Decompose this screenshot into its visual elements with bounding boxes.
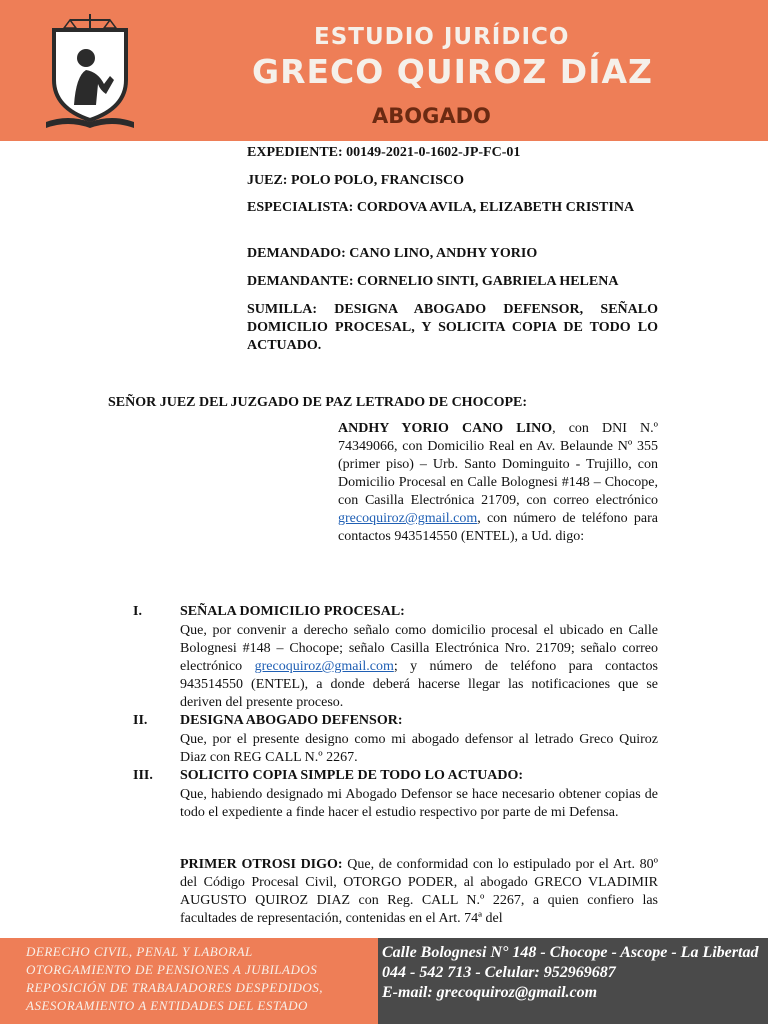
demandante: DEMANDANTE: CORNELIO SINTI, GABRIELA HELENA	[247, 274, 619, 289]
footer-service-line: REPOSICIÓN DE TRABAJADORES DESPEDIDOS,	[26, 980, 323, 995]
section-number: III.	[133, 768, 153, 783]
intro-text-1: , con DNI N.º 74349066, con Domicilio Real en Av. Belaunde Nº 355 (primer piso) – Urb. Santo Dominguito - Trujillo, con Domicilio Procesal en Calle Bolognesi #148 – Chocope, con Casilla Electrónica 21709, con correo electrónico	[338, 421, 658, 508]
otrosi-label: PRIMER OTROSI DIGO:	[180, 857, 343, 872]
section-body: Que, por el presente designo como mi abogado defensor al letrado Greco Quiroz Diaz con REG CALL N.º 2267.	[180, 732, 658, 765]
section-title: DESIGNA ABOGADO DEFENSOR:	[180, 713, 403, 728]
letterhead-banner	[0, 0, 768, 141]
juez: JUEZ: POLO POLO, FRANCISCO	[247, 173, 465, 188]
footer-email: E-mail: grecoquiroz@gmail.com	[382, 984, 598, 1001]
otrosi-text: Que, de conformidad con lo estipulado por el Art. 80º del Código Procesal Civil, OTORGO PODER, al abogado GRECO VLADIMIR AUGUSTO QUIROZ DIAZ con Reg. CALL N.º 2267, a quien confiero las facultades de representación, contenidas en el Art. 74ª del	[180, 857, 658, 926]
section-body: Que, habiendo designado mi Abogado Defensor se hace necesario obtener copias de todo el expediente a finde hacer el estudio respectivo por parte de mi Defensa.	[180, 787, 658, 820]
section-number: I.	[133, 604, 142, 619]
footer-service-line: ASESORAMIENTO A ENTIDADES DEL ESTADO	[26, 998, 308, 1013]
section-title: SOLICITO COPIA SIMPLE DE TODO LO ACTUADO:	[180, 768, 524, 783]
law-firm-logo	[40, 10, 140, 135]
section-title: SEÑALA DOMICILIO PROCESAL:	[180, 604, 405, 619]
section-body: Que, por convenir a derecho señalo como domicilio procesal el ubicado en Calle Bolognesi #148 – Chocope; señalo Casilla Electrónica Nro. 21709; señalo correo electrónico grecoquiroz@gmail.com; y número de teléfono para contactos 943514550 (ENTEL), a donde deberá hacerse llegar las notificaciones que se deriven del presente proceso.	[180, 623, 659, 710]
footer-service-line: DERECHO CIVIL, PENAL Y LABORAL	[26, 944, 253, 959]
firm-name-line1: ESTUDIO JURÍDICO	[314, 24, 570, 50]
especialista: ESPECIALISTA: CORDOVA AVILA, ELIZABETH CRISTINA	[247, 200, 635, 215]
demandado: DEMANDADO: CANO LINO, ANDHY YORIO	[247, 246, 538, 261]
intro-paragraph	[338, 420, 658, 546]
footer-phone: 044 - 542 713 - Celular: 952969687	[382, 964, 616, 981]
email-link[interactable]: grecoquiroz@gmail.com	[254, 659, 394, 674]
footer-address: Calle Bolognesi N° 148 - Chocope - Ascope - La Libertad	[382, 944, 759, 961]
sumilla: SUMILLA: DESIGNA ABOGADO DEFENSOR, SEÑALO DOMICILIO PROCESAL, Y SOLICITA COPIA DE TODO LO ACTUADO.	[247, 302, 658, 353]
otrosi-paragraph	[180, 856, 658, 928]
footer-service-line: OTORGAMIENTO DE PENSIONES A JUBILADOS	[26, 962, 318, 977]
firm-title: ABOGADO	[372, 104, 491, 128]
email-link[interactable]: grecoquiroz@gmail.com	[338, 511, 478, 526]
firm-name-line2: GRECO QUIROZ DÍAZ	[252, 52, 653, 91]
section-number: II.	[133, 713, 148, 728]
expediente: EXPEDIENTE: 00149-2021-0-1602-JP-FC-01	[247, 145, 521, 160]
intro-text-2: , con número de teléfono para contactos 943514550 (ENTEL), a Ud. digo:	[338, 511, 658, 544]
court-address: SEÑOR JUEZ DEL JUZGADO DE PAZ LETRADO DE CHOCOPE:	[108, 395, 528, 410]
petitioner-name: ANDHY YORIO CANO LINO	[338, 421, 553, 436]
